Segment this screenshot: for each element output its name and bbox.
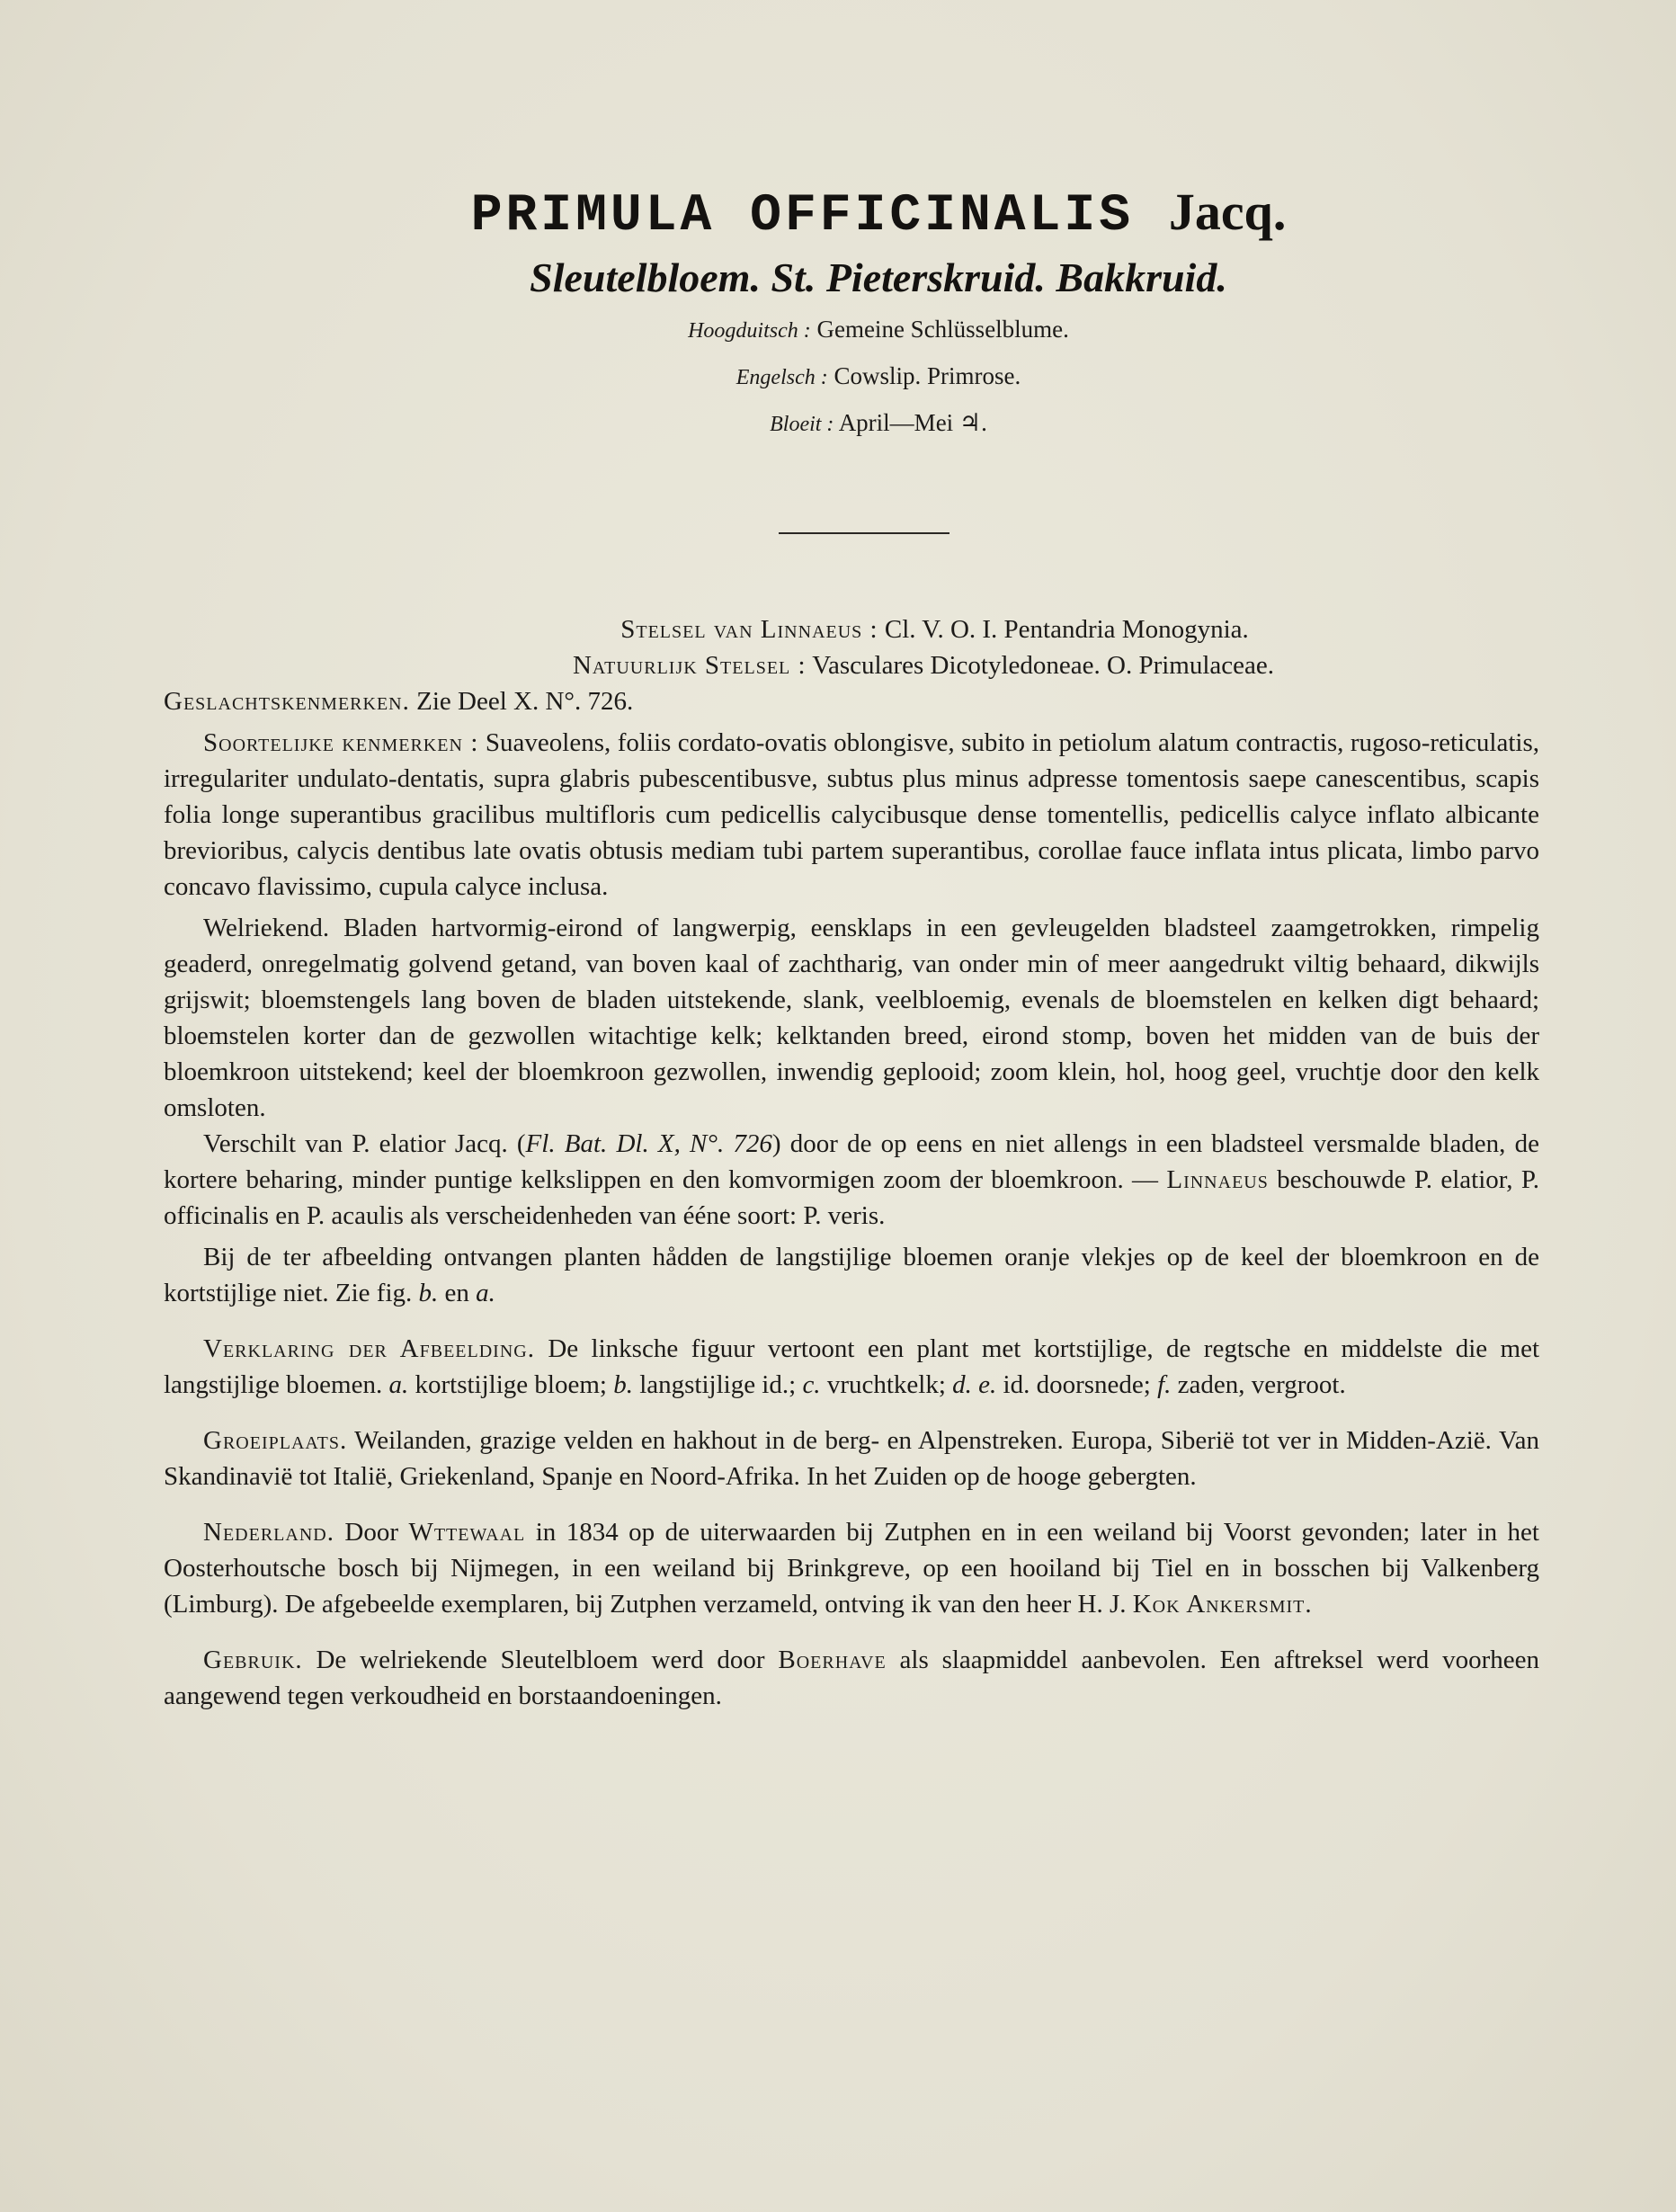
geslachtskenmerken <box>164 683 1539 719</box>
soortelijke-kenmerken <box>164 725 1539 905</box>
english-name: Cowslip. Primrose. <box>834 362 1021 389</box>
bloom-period: April—Mei ♃. <box>838 409 987 436</box>
verschilt-text-b: ) door de op eens en niet allengs in een bladsteel versmalde bladen, de kortere beharing, minder puntige kelkslippen en den komvormigen zoom der bloemkroon. — <box>164 1129 1539 1194</box>
fig-f-label: f. <box>1157 1370 1172 1399</box>
fig-a-label: a. <box>388 1370 409 1399</box>
english-name-line <box>81 353 1676 400</box>
species-name: PRIMULA OFFICINALIS <box>470 187 1134 245</box>
gebruik-label: Gebruik. <box>203 1646 303 1674</box>
soortelijke-text: Suaveolens, foliis cordato-ovatis oblongisve, subito in petiolum alatum contractis, rugoso-reticulatis, irregulariter undulato-dentatis, supra glabris pubescentibusve, subtus plus minus adpresse tomentosis saepe canescentibus, scapis folia longe superantibus gracilibus multifloris cum pedicellis calycibusque dense tomentellis, pedicellis calyce inflato albicante brevioribus, calycis dentibus late ovatis obtusis mediam tubi partem superantibus, corollae fauce inflata intus plicata, limbo parvo concavo flavissimo, cupula calyce inclusa. <box>164 728 1540 901</box>
fig-de-text: id. doorsnede; <box>996 1370 1158 1399</box>
bloom-label: Bloeit : <box>770 413 834 436</box>
bloom-line <box>81 400 1676 447</box>
verschilt-reference: Fl. Bat. Dl. X, N°. 726 <box>525 1129 772 1158</box>
bij-text: Bij de ter afbeelding ontvangen planten hådden de langstijlige bloemen oranje vlekjes op de keel der bloemkroon en de kortstijlige niet. Zie fig. <box>164 1243 1539 1307</box>
fig-a-ref: a. <box>476 1279 495 1307</box>
nederland-text-b: in 1834 op de uiterwaarden bij Zutphen en in een weiland bij Voorst gevonden; later in het Oosterhoutsche bosch bij Nijmegen, in een weiland bij Brinkgreve, op een hooiland bij Tiel en in bosschen bij Valkenberg (Limburg). De afgebeelde exemplaren, bij Zutphen verzameld, ontving ik van den heer H. J. <box>164 1518 1539 1619</box>
linnaeus-name: Linnaeus <box>1166 1165 1269 1194</box>
wttewaal-name: Wttewaal <box>408 1518 526 1547</box>
soortelijke-label: Soortelijke kenmerken : <box>203 728 479 757</box>
german-name-line <box>81 307 1676 353</box>
natuurlijk-stelsel-label: Natuurlijk Stelsel : <box>572 651 807 680</box>
nederland-text-a: Door <box>334 1518 409 1547</box>
fig-a-text: kortstijlige bloem; <box>408 1370 614 1399</box>
groeiplaats-text: Weilanden, grazige velden en hakhout in de berg- en Alpenstreken. Europa, Siberië tot ver in Midden-Azië. Van Skandinavië tot Italië, Griekenland, Spanje en Noord-Afrika. In het Zuiden op de hooge gebergten. <box>164 1426 1539 1491</box>
verschilt-text-c: beschouwde P. elatior, P. officinalis en P. acaulis als verscheidenheden van ééne soort: P. veris. <box>164 1165 1539 1230</box>
verschilt-paragraph <box>164 1126 1539 1234</box>
verschilt-text-a: Verschilt van P. elatior Jacq. ( <box>203 1129 526 1158</box>
stelsel-linnaeus-label: Stelsel van Linnaeus : <box>620 615 878 644</box>
german-label: Hoogduitsch : <box>688 319 811 343</box>
fig-b-label: b. <box>613 1370 633 1399</box>
common-names: Sleutelbloem. St. Pieterskruid. Bakkruid. <box>530 254 1227 300</box>
stelsel-linnaeus <box>164 611 1539 647</box>
fig-f-text: zaden, vergroot. <box>1171 1370 1346 1399</box>
nederland-paragraph <box>164 1514 1539 1622</box>
page-header <box>0 180 1676 447</box>
fig-c-text: vruchtkelk; <box>820 1370 953 1399</box>
page-body <box>164 611 1539 1714</box>
boerhave-name: Boerhave <box>778 1646 887 1674</box>
species-title <box>81 180 1676 249</box>
verklaring-text: De linksche figuur vertoont een plant met kortstijlige, de regtsche en middelste die met langstijlige bloemen. <box>164 1334 1540 1399</box>
gebruik-text-a: De welriekende Sleutelbloem werd door <box>302 1646 779 1674</box>
natuurlijk-stelsel <box>164 647 1539 683</box>
stelsel-linnaeus-text: Cl. V. O. I. Pentandria Monogynia. <box>884 615 1249 644</box>
nederland-text-c: . <box>1305 1590 1312 1619</box>
fig-b-text: langstijlige id.; <box>632 1370 803 1399</box>
english-label: Engelsch : <box>735 366 828 389</box>
natuurlijk-stelsel-text: Vasculares Dicotyledoneae. O. Primulaceae. <box>812 651 1275 680</box>
fig-de-label: d. e. <box>952 1370 997 1399</box>
divider-rule <box>779 532 949 534</box>
bij-en: en <box>438 1279 477 1307</box>
german-name: Gemeine Schlüsselblume. <box>816 316 1069 343</box>
geslachtskenmerken-text: Zie Deel X. N°. 726. <box>416 687 634 716</box>
geslachtskenmerken-label: Geslachtskenmerken. <box>164 687 410 716</box>
groeiplaats-label: Groeiplaats. <box>203 1426 348 1455</box>
fig-b-ref: b. <box>418 1279 439 1307</box>
groeiplaats-paragraph <box>164 1423 1539 1494</box>
species-author: Jacq. <box>1168 183 1287 241</box>
verklaring-label: Verklaring der Afbeelding. <box>203 1334 535 1363</box>
nederland-label: Nederland. <box>203 1518 334 1547</box>
fig-c-label: c. <box>802 1370 821 1399</box>
gebruik-text-b: als slaapmiddel aanbevolen. Een aftreksel werd voorheen aangewend tegen verkoudheid en borstaandoeningen. <box>164 1646 1539 1710</box>
welriekend-paragraph: Welriekend. Bladen hartvormig-eirond of langwerpig, eensklaps in een gevleugelden bladsteel zaamgetrokken, rimpelig geaderd, onregelmatig golvend getand, van boven kaal of zachtharig, van onder min of meer aangedrukt viltig behaard, dikwijls grijswit; bloemstengels lang boven de bladen uitstekende, slank, veelbloemig, evenals de bloemstelen en kelken digt behaard; bloemstelen korter dan de gezwollen witachtige kelk; kelktanden breed, eirond stomp, boven het midden van de buis der bloemkroon uitstekend; keel der bloemkroon gezwollen, inwendig geplooid; zoom klein, hol, hoog geel, vruchtje door den kelk omsloten. <box>164 914 1539 1122</box>
bij-paragraph <box>164 1239 1539 1311</box>
gebruik-paragraph <box>164 1642 1539 1714</box>
verklaring-paragraph <box>164 1331 1539 1403</box>
kok-ankersmit-name: Kok Ankersmit <box>1132 1590 1306 1619</box>
